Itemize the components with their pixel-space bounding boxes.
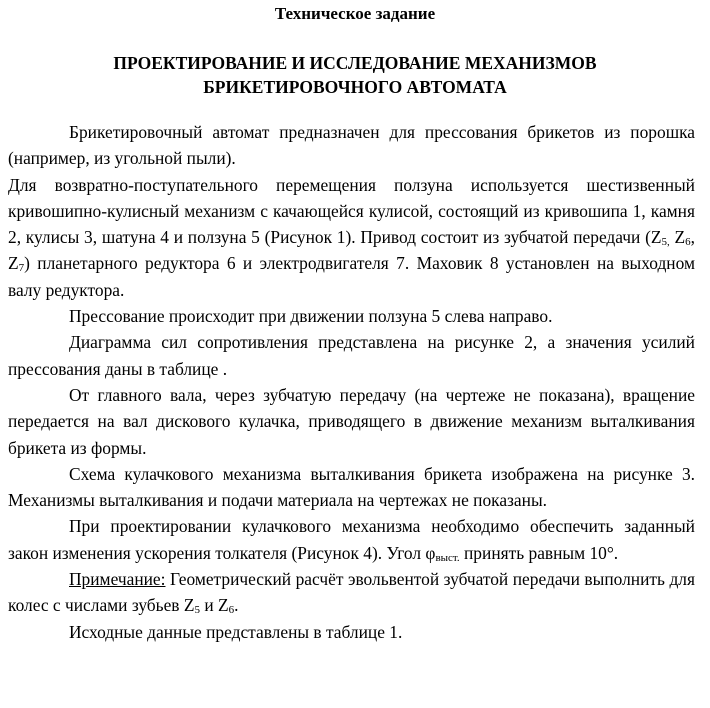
paragraph-diagram: Диаграмма сил сопротивления представлена на рисунке 2, а значения усилий прессования даны в таблице .	[8, 332, 695, 379]
paragraph-mechanism-tail: ) планетарного редуктора 6 и электродвигателя 7. Маховик 8 установлен на выходном валу редуктора.	[8, 253, 695, 300]
heading-line-2: БРИКЕТИРОВОЧНОГО АВТОМАТА	[203, 77, 507, 97]
note-end: .	[234, 595, 239, 616]
document-title: Техническое задание	[274, 4, 436, 23]
note-z-symbol: Z	[218, 595, 229, 616]
paragraph-purpose: Брикетировочный автомат предназначен для прессования брикетов из порошка (например, из угольной пыли).	[8, 122, 695, 169]
paragraph-mechanism-text: Для возвратно-поступательного перемещения ползуна используется шестизвенный кривошипно-кулисный механизм с качающейся кулисой, состоящий из кривошипа 1, камня 2, кулисы 3, шатуна 4 и ползуна 5 (Рисунок 1). Привод состоит из зубчатой передачи (	[8, 174, 695, 248]
paragraph-cam-design	[8, 513, 695, 566]
note-text: Геометрический расчёт эвольвентой зубчатой передачи выполнить для колес с числами зубьев	[8, 569, 695, 616]
paragraph-pressing: Прессование происходит при движении ползуна 5 слева направо.	[69, 306, 553, 327]
gear-z6-subscript: 6	[685, 236, 691, 249]
paragraph-cam-scheme: Схема кулачкового механизма выталкивания брикета изображена на рисунке 3. Механизмы выталкивания и подачи материала на чертежах не показаны.	[8, 463, 695, 511]
paragraph-cam-design-tail: принять равным 10°.	[459, 542, 619, 563]
note-z5-subscript: 5	[194, 604, 200, 617]
main-heading	[0, 51, 710, 99]
document-body	[8, 119, 695, 645]
note-and: и	[199, 595, 218, 616]
note-z-symbol: Z	[183, 595, 195, 616]
gear-z5-subscript: 5,	[661, 236, 670, 249]
paragraph-cam-design-text: При проектировании кулачкового механизма необходимо обеспечить заданный закон изменения ускорения толкателя (Рисунок 4). Угол φ	[8, 516, 695, 563]
gear-z-symbol: Z	[8, 253, 19, 274]
heading-line-1: ПРОЕКТИРОВАНИЕ И ИССЛЕДОВАНИЕ МЕХАНИЗМОВ	[113, 53, 597, 73]
paragraph-mechanism	[8, 172, 695, 303]
gear-z-symbol: Z	[674, 227, 686, 248]
paragraph-note	[8, 566, 695, 619]
paragraph-initial-data: Исходные данные представлены в таблице 1.	[69, 621, 403, 642]
note-z6-subscript: 6	[228, 604, 235, 617]
phi-subscript: выст.	[435, 551, 460, 564]
gear-z-symbol: Z	[650, 227, 662, 248]
paragraph-main-shaft: От главного вала, через зубчатую передачу (на чертеже не показана), вращение передается на вал дискового кулачка, приводящего в движение механизм выталкивания брикета из формы.	[8, 384, 695, 458]
gear-separator: ,	[690, 227, 695, 248]
note-label: Примечание:	[69, 569, 166, 590]
gear-z7-subscript: 7	[18, 262, 25, 275]
